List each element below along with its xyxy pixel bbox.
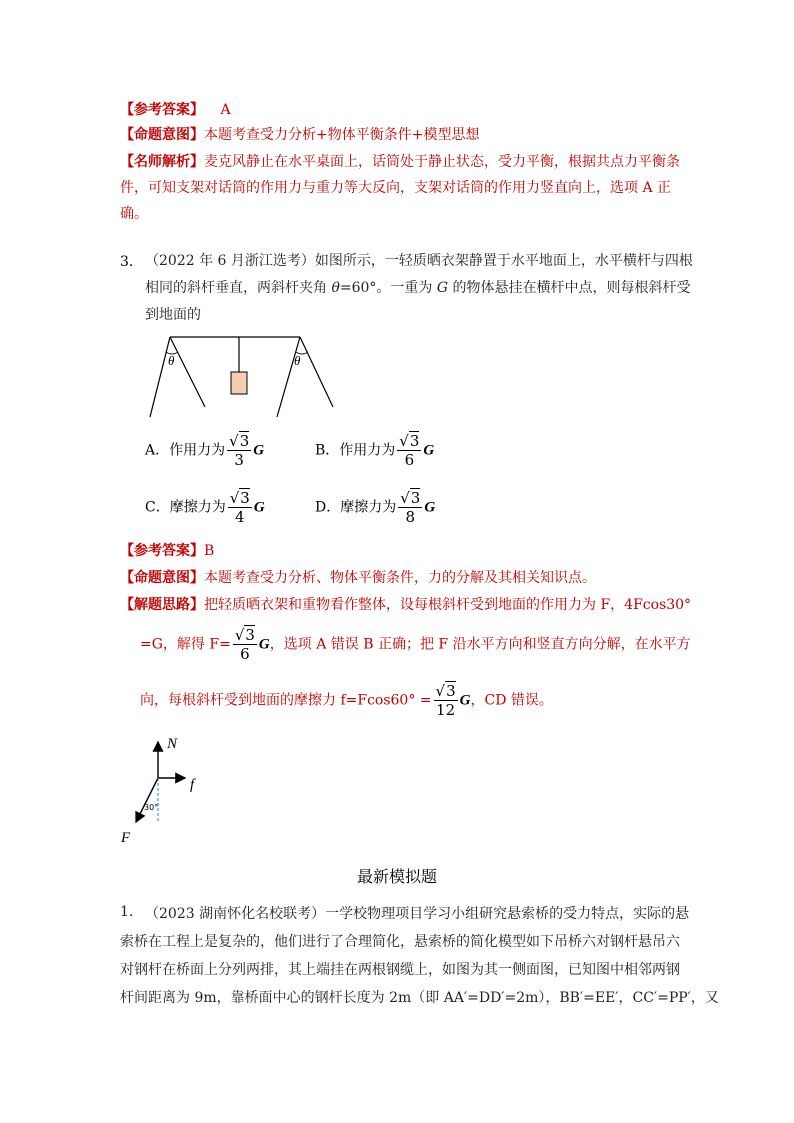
option-a-g: G bbox=[253, 442, 265, 459]
solution-text-1: 把轻质晒衣架和重物看作整体，设每根斜杆受到地面的作用力为 F，4Fcos30° bbox=[204, 597, 692, 613]
option-c-fraction: $\frac{√3}{4}$ bbox=[229, 489, 250, 526]
answer-value: A bbox=[220, 102, 231, 118]
rack-leg-left-inner bbox=[170, 337, 205, 407]
intent-line-1 bbox=[120, 125, 479, 145]
option-c-text: 摩擦力为 bbox=[169, 499, 226, 516]
hanging-weight bbox=[231, 372, 247, 394]
label-angle: 30° bbox=[144, 803, 159, 812]
q3-text-a: 相同的斜杆垂直，两斜杆夹角 bbox=[145, 280, 332, 296]
solution-2-den: 6 bbox=[240, 645, 250, 663]
option-a[interactable] bbox=[145, 432, 264, 469]
option-d-den: 8 bbox=[405, 508, 416, 526]
intent-line-2 bbox=[120, 568, 596, 588]
section-title: 最新模拟题 bbox=[356, 867, 437, 886]
answer-label: 【参考答案】 bbox=[120, 102, 204, 118]
option-d[interactable] bbox=[315, 489, 435, 526]
question-1-line-1: （2023 湖南怀化名校联考）一学校物理项目学习小组研究悬索桥的受力特点，实际的悬 bbox=[145, 906, 690, 922]
question-1-number: 1. bbox=[120, 904, 134, 920]
solution-line-2 bbox=[140, 626, 691, 663]
question-3-line-3: 到地面的 bbox=[145, 307, 201, 323]
solution-3-fraction: $\frac{√3}{12}$ bbox=[435, 682, 456, 719]
solution-2-g: G bbox=[258, 636, 270, 653]
answer-line-2 bbox=[120, 541, 214, 561]
option-b-letter: B． bbox=[315, 442, 340, 459]
option-c-den: 4 bbox=[235, 508, 245, 526]
intent-label: 【命题意图】 bbox=[120, 127, 204, 143]
intent-label-2: 【命题意图】 bbox=[120, 570, 204, 586]
leg-force-arrow bbox=[136, 778, 158, 822]
q3-theta: θ bbox=[331, 280, 340, 296]
option-b-text: 作用力为 bbox=[339, 442, 396, 459]
option-d-letter: D． bbox=[315, 499, 341, 516]
option-a-num: 3 bbox=[239, 432, 250, 450]
solution-3-den: 12 bbox=[436, 701, 456, 719]
q3-g: G bbox=[436, 280, 449, 296]
rack-leg-left-outer bbox=[150, 337, 170, 417]
question-1-line-4: 杆间距离为 9m，靠桥面中心的钢杆长度为 2m（即 AA′=DD′=2m），BB′=EE′，CC′=PP′，又 bbox=[120, 990, 719, 1006]
angle-label-left: θ bbox=[168, 353, 175, 368]
option-b-fraction: $\frac{√3}{6}$ bbox=[399, 432, 420, 469]
solution-2-num: 3 bbox=[245, 626, 255, 644]
analysis-line-1 bbox=[120, 152, 680, 172]
option-c-letter: C． bbox=[145, 499, 170, 516]
question-3-number: 3． bbox=[120, 254, 143, 270]
solution-2-b: ，选项 A 错误 B 正确；把 F 沿水平方向和竖直方向分解，在水平方 bbox=[269, 636, 691, 653]
solution-2-fraction: $\frac{√3}{6}$ bbox=[234, 626, 255, 663]
force-diagram bbox=[115, 732, 215, 847]
q3-text-b: =60°。一重为 bbox=[339, 280, 437, 296]
answer-line-1 bbox=[120, 100, 231, 120]
analysis-label: 【名师解析】 bbox=[120, 154, 204, 170]
clothes-rack-figure bbox=[145, 332, 345, 427]
rack-leg-right-outer bbox=[300, 337, 333, 407]
option-b-g: G bbox=[423, 442, 435, 459]
solution-3-g: G bbox=[459, 692, 471, 709]
option-d-text: 摩擦力为 bbox=[340, 499, 397, 516]
option-c-num: 3 bbox=[240, 489, 250, 507]
answer-value-2: B bbox=[204, 543, 215, 559]
solution-line-1 bbox=[120, 595, 691, 615]
option-b-num: 3 bbox=[409, 432, 420, 450]
solution-3-a: 向，每根斜杆受到地面的摩擦力 f=Fcos60° = bbox=[140, 692, 432, 709]
answer-label-2: 【参考答案】 bbox=[120, 543, 204, 559]
solution-3-b: ，CD 错误。 bbox=[470, 692, 553, 709]
analysis-text-3: 确。 bbox=[120, 206, 148, 222]
question-1-line-3: 对钢杆在桥面上分列两排，其上端挂在两根钢缆上，如图为其一侧面图，已知图中相邻两钢 bbox=[120, 962, 680, 978]
intent-text-2: 本题考查受力分析、物体平衡条件，力的分解及其相关知识点。 bbox=[204, 570, 596, 586]
question-3-line-1: （2022 年 6 月浙江选考）如图所示，一轻质晒衣架静置于水平地面上，水平横杆与四根 bbox=[145, 253, 693, 269]
analysis-text-1: 麦克风静止在水平桌面上，话筒处于静止状态，受力平衡，根据共点力平衡条 bbox=[204, 154, 680, 170]
solution-3-num: 3 bbox=[446, 682, 456, 700]
q3-text-c: 的物体悬挂在横杆中点，则每根斜杆受 bbox=[448, 280, 691, 296]
question-1-line-2: 索桥在工程上是复杂的，他们进行了合理简化，悬索桥的简化模型如下吊桥六对钢杆悬吊六 bbox=[120, 934, 680, 950]
option-d-num: 3 bbox=[410, 489, 421, 507]
option-a-fraction: $\frac{√3}{3}$ bbox=[229, 432, 250, 469]
angle-label-right: θ bbox=[294, 353, 301, 368]
rack-leg-right-inner bbox=[277, 337, 300, 417]
label-n: N bbox=[167, 736, 178, 752]
option-c-g: G bbox=[253, 499, 265, 516]
option-d-g: G bbox=[424, 499, 436, 516]
option-a-letter: A． bbox=[145, 442, 170, 459]
option-a-den: 3 bbox=[234, 451, 244, 469]
option-b-den: 6 bbox=[404, 451, 415, 469]
option-d-fraction: $\frac{√3}{8}$ bbox=[400, 489, 421, 526]
option-b[interactable] bbox=[315, 432, 434, 469]
analysis-text-2: 件，可知支架对话筒的作用力与重力等大反向，支架对话筒的作用力竖直向上，选项 A 正 bbox=[120, 180, 672, 196]
label-big-f: F bbox=[121, 830, 131, 846]
solution-label: 【解题思路】 bbox=[120, 597, 204, 613]
question-3-line-2 bbox=[145, 278, 691, 298]
option-c[interactable] bbox=[145, 489, 265, 526]
option-a-text: 作用力为 bbox=[169, 442, 226, 459]
solution-line-3 bbox=[140, 682, 553, 719]
intent-text: 本题考查受力分析+物体平衡条件+模型思想 bbox=[204, 127, 480, 143]
label-f: f bbox=[190, 777, 195, 793]
solution-2-a: =G，解得 F= bbox=[140, 636, 231, 653]
